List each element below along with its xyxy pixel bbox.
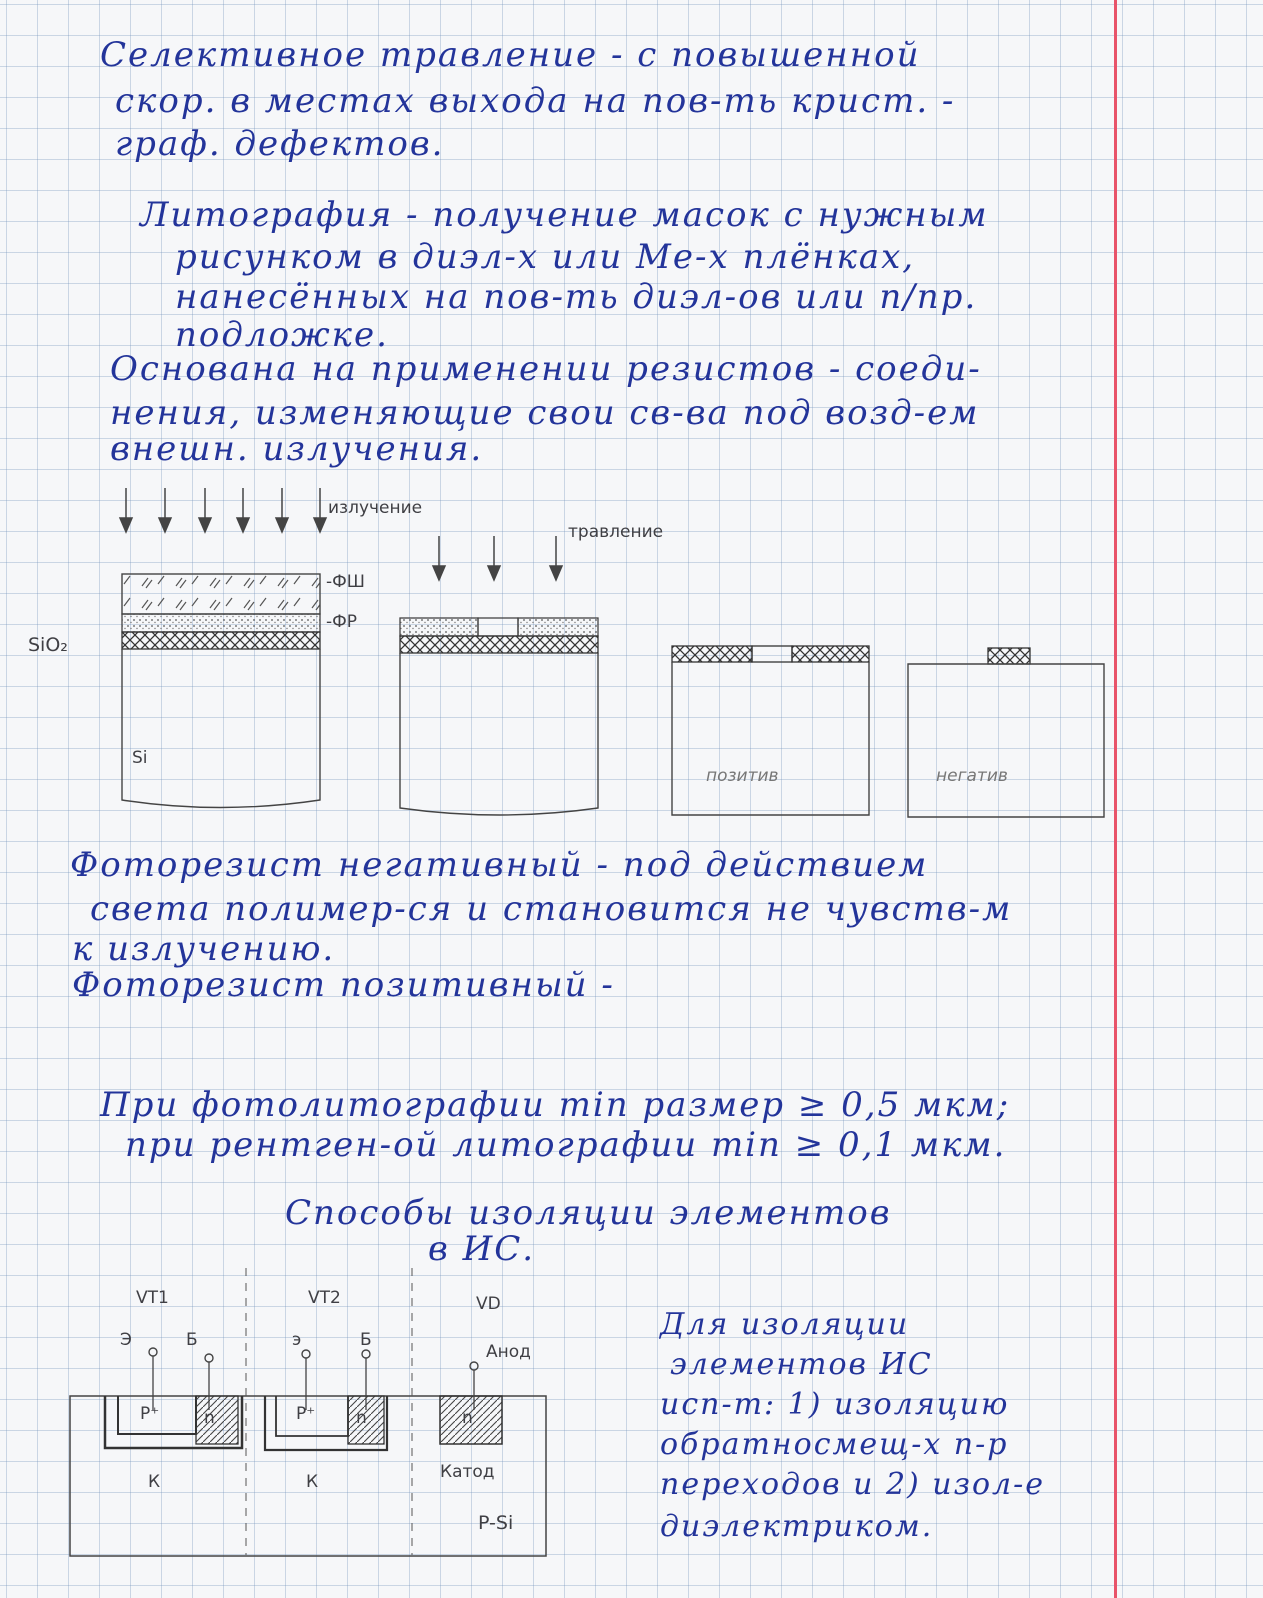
side-note-line: обратносмещ-х n-p xyxy=(660,1427,1009,1462)
note-line: подложке. xyxy=(175,315,389,355)
vt1-label: VT1 xyxy=(136,1288,169,1308)
n-region: n xyxy=(356,1408,367,1428)
note-line: Фоторезист позитивный - xyxy=(72,965,615,1005)
note-line: Селективное травление - с повышенной xyxy=(100,35,921,75)
anode-label: Анод xyxy=(486,1342,531,1362)
side-note-line: элементов ИС xyxy=(670,1347,933,1382)
substrate-label: Si xyxy=(132,748,148,768)
note-line: скор. в местах выхода на пов-ть крист. - xyxy=(115,81,956,121)
note-line: нанесённых на пов-ть диэл-ов или п/пр. xyxy=(175,277,978,317)
note-line: граф. дефектов. xyxy=(115,124,445,164)
side-note-line: Для изоляции xyxy=(660,1307,910,1342)
vt2-label: VT2 xyxy=(308,1288,341,1308)
silicon-substrate xyxy=(122,649,320,808)
side-note-line: диэлектриком. xyxy=(660,1509,934,1544)
photoresist-label: -ФР xyxy=(326,612,358,632)
positive-label: позитив xyxy=(706,766,779,786)
n-region: n xyxy=(204,1408,215,1428)
section-heading: Способы изоляции элементов xyxy=(285,1193,892,1233)
negative-label: негатив xyxy=(936,766,1008,786)
note-line: нения, изменяющие свои св-ва под возд-ем xyxy=(110,393,980,433)
base-label: Б xyxy=(186,1330,198,1350)
collector-label: К xyxy=(148,1472,161,1492)
note-line: при рентген-ой литографии min ≥ 0,1 мкм. xyxy=(125,1125,1007,1165)
note-line: Фоторезист негативный - под действием xyxy=(70,845,929,885)
oxide-layer xyxy=(122,632,320,649)
p-plus-region: P⁺ xyxy=(296,1404,316,1424)
substrate-label: P-Si xyxy=(478,1512,514,1534)
photomask-layer xyxy=(122,574,320,614)
emitter-label: Э xyxy=(120,1330,132,1350)
note-line: При фотолитографии min размер ≥ 0,5 мкм; xyxy=(100,1085,1011,1125)
page-margin-line xyxy=(1114,0,1117,1598)
note-line: Литография - получение масок с нужным xyxy=(140,195,989,235)
etching-label: травление xyxy=(568,522,664,542)
collector-label: К xyxy=(306,1472,319,1492)
p-plus-region: P⁺ xyxy=(140,1404,160,1424)
oxide-label: SiO₂ xyxy=(28,634,68,656)
vd-label: VD xyxy=(476,1294,501,1314)
side-note-line: переходов и 2) изол-е xyxy=(660,1467,1046,1502)
side-note-line: исп-т: 1) изоляцию xyxy=(660,1387,1010,1422)
note-line: Основана на применении резистов - соеди- xyxy=(110,349,982,389)
note-line: рисунком в диэл-х или Ме-х плёнках, xyxy=(175,237,916,277)
base-label: Б xyxy=(360,1330,372,1350)
radiation-arrows xyxy=(120,488,326,532)
cathode-label: Катод xyxy=(440,1462,495,1482)
photoresist-layer xyxy=(122,614,320,632)
note-line: к излучению. xyxy=(72,929,336,969)
photomask-label: -ФШ xyxy=(326,572,365,592)
etching-arrows xyxy=(433,536,562,580)
emitter-label: э xyxy=(292,1330,302,1350)
section-heading: в ИС. xyxy=(428,1229,536,1269)
n-region: n xyxy=(462,1408,473,1428)
note-line: внешн. излучения. xyxy=(110,429,484,469)
note-line: света полимер-ся и становится не чувств-м xyxy=(90,889,1013,929)
radiation-label: излучение xyxy=(328,498,423,518)
